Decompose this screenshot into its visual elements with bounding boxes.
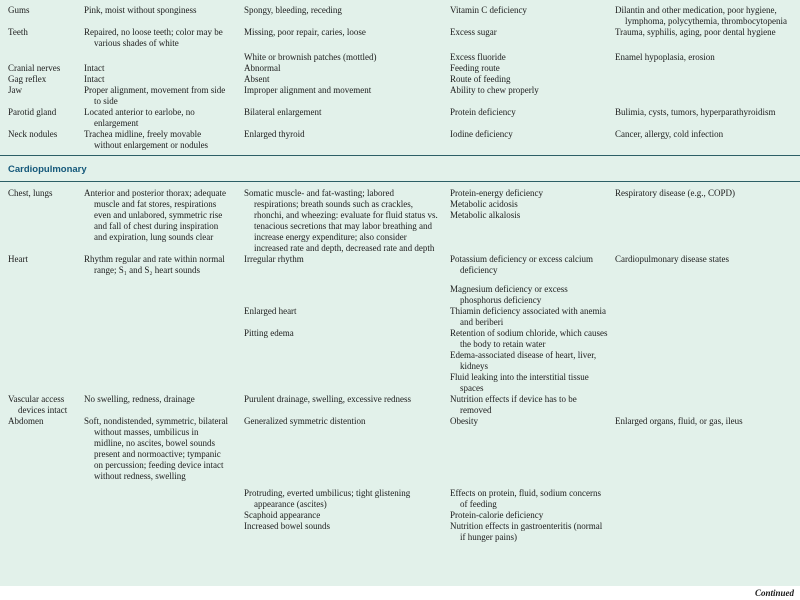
cell-text: Protruding, everted umbilicus; tight glistening appearance (ascites) <box>244 488 411 509</box>
cell-text: Increased bowel sounds <box>244 521 330 531</box>
cell-text: Enlarged thyroid <box>244 129 305 139</box>
table-cell <box>0 254 84 265</box>
table-row <box>0 488 800 510</box>
table-cell <box>84 74 244 85</box>
table-row <box>0 129 800 151</box>
table-cell <box>84 85 244 107</box>
table-cell <box>0 74 84 85</box>
table-row <box>0 284 800 306</box>
table-row <box>0 74 800 85</box>
cell-text: Repaired, no loose teeth; color may be various shades of white <box>84 27 223 48</box>
table-row <box>0 107 800 129</box>
table-row <box>0 372 800 394</box>
cell-text: Excess fluoride <box>450 52 506 62</box>
cell-text: Enlarged heart <box>244 306 297 316</box>
table-cell <box>450 328 615 350</box>
table-cell <box>450 306 615 328</box>
cell-text: Vascular access devices intact <box>8 394 68 415</box>
table-row <box>0 350 800 372</box>
table-cell <box>450 488 615 510</box>
cell-text: Obesity <box>450 416 478 426</box>
table-cell <box>615 188 800 199</box>
cell-text: Metabolic acidosis <box>450 199 518 209</box>
table-cell <box>450 416 615 427</box>
table-cell <box>615 52 800 63</box>
table-cell <box>84 394 244 405</box>
table-row <box>0 328 800 350</box>
table-cell <box>244 254 450 265</box>
cell-text: Jaw <box>8 85 22 95</box>
table-cell <box>244 5 450 16</box>
cell-text: Purulent drainage, swelling, excessive redness <box>244 394 411 404</box>
cell-text: Enamel hypoplasia, erosion <box>615 52 715 62</box>
cell-text: White or brownish patches (mottled) <box>244 52 377 62</box>
table-cell <box>450 284 615 306</box>
cell-text: Absent <box>244 74 270 84</box>
table-cell <box>450 372 615 394</box>
table-cell <box>0 5 84 16</box>
cell-text: Located anterior to earlobe, no enlargement <box>84 107 195 128</box>
table-cell <box>0 188 84 199</box>
cell-text: Abnormal <box>244 63 281 73</box>
table-cell <box>450 107 615 118</box>
table-cell <box>615 27 800 38</box>
cell-text: Iodine deficiency <box>450 129 513 139</box>
cell-text: Anterior and posterior thorax; adequate muscle and fat stores, respirations even and unlabored, symmetric rise and fall of chest during inspiration and expiration, lung sounds clear <box>84 188 226 242</box>
cell-text: Gag reflex <box>8 74 47 84</box>
table-cell <box>244 394 450 405</box>
table-cell <box>244 52 450 63</box>
cell-text: Fluid leaking into the interstitial tissue spaces <box>450 372 589 393</box>
table-cell <box>0 416 84 427</box>
table-cell <box>244 306 450 317</box>
cell-text: Protein-calorie deficiency <box>450 510 544 520</box>
cell-text: Enlarged organs, fluid, or gas, ileus <box>615 416 743 426</box>
cell-text: Cardiopulmonary disease states <box>615 254 729 264</box>
table-row <box>0 52 800 63</box>
table-cell <box>0 394 84 416</box>
cell-text: Excess sugar <box>450 27 497 37</box>
section-header-label: Cardiopulmonary <box>8 164 87 175</box>
table-cell <box>244 521 450 532</box>
table-cell <box>244 416 450 427</box>
table-cell <box>450 74 615 85</box>
table-cell <box>0 129 84 140</box>
cell-text: Feeding route <box>450 63 500 73</box>
table-cell <box>244 188 450 254</box>
table-row <box>0 63 800 74</box>
table-cell <box>450 63 615 74</box>
table-cell <box>615 254 800 265</box>
cell-text: Ability to chew properly <box>450 85 539 95</box>
table-row <box>0 306 800 328</box>
table-cell <box>450 510 615 521</box>
cell-text: Nutrition effects if device has to be removed <box>450 394 577 415</box>
cell-text: Bilateral enlargement <box>244 107 322 117</box>
table-cell <box>450 394 615 416</box>
table-cell <box>84 63 244 74</box>
cell-text: Vitamin C deficiency <box>450 5 527 15</box>
continued-marker: Continued <box>754 588 794 598</box>
table-row <box>0 85 800 107</box>
table-row <box>0 254 800 276</box>
cell-text: Intact <box>84 74 105 84</box>
cell-text: Metabolic alkalosis <box>450 210 521 220</box>
table-cell <box>244 74 450 85</box>
table-cell <box>615 416 800 427</box>
table-cell <box>615 129 800 140</box>
table-cell <box>84 27 244 49</box>
cell-text: Spongy, bleeding, receding <box>244 5 342 15</box>
cell-text: Heart <box>8 254 28 264</box>
cell-text: Nutrition effects in gastroenteritis (normal if hunger pains) <box>450 521 603 542</box>
cell-text: Abdomen <box>8 416 44 426</box>
cell-text: Teeth <box>8 27 28 37</box>
table-cell <box>244 27 450 38</box>
table-cell <box>244 129 450 140</box>
cell-text: Gums <box>8 5 30 15</box>
cell-text: Chest, lungs <box>8 188 53 198</box>
cell-text: Neck nodules <box>8 129 58 139</box>
cell-text: Protein-energy deficiency <box>450 188 544 198</box>
table-cell <box>615 5 800 27</box>
cell-text: Somatic muscle- and fat-wasting; labored respirations; breath sounds such as crackles, rhonchi, and wheezing: evaluate for fluid status vs. tenacious secretions that may labor breathing and increase energy expenditure; also consider increased rate and depth, decreased rate and depth <box>244 188 438 253</box>
table-cell <box>244 107 450 118</box>
table-row <box>0 521 800 543</box>
cell-text: Dilantin and other medication, poor hygiene, lymphoma, polycythemia, thrombocytopenia <box>615 5 787 26</box>
table-footer <box>0 586 800 600</box>
cell-text: Protein deficiency <box>450 107 516 117</box>
table-row <box>0 394 800 416</box>
table-row <box>0 416 800 482</box>
table-cell <box>0 107 84 118</box>
table-cell <box>244 510 450 521</box>
table-cell <box>450 85 615 96</box>
cell-text: Pink, moist without sponginess <box>84 5 197 15</box>
table-cell <box>244 328 450 339</box>
table-cell <box>84 254 244 276</box>
table-cell <box>84 416 244 482</box>
table-cell <box>450 27 615 38</box>
table-cell <box>84 129 244 151</box>
table-row <box>0 5 800 27</box>
cell-text: Potassium deficiency or excess calcium deficiency <box>450 254 593 275</box>
table-cell <box>450 521 615 543</box>
table-cell <box>244 488 450 510</box>
cell-text: Trauma, syphilis, aging, poor dental hygiene <box>615 27 776 37</box>
table-cell <box>615 107 800 118</box>
cell-text: Trachea midline, freely movable without enlargement or nodules <box>84 129 209 150</box>
table-cell <box>450 5 615 16</box>
table-cell <box>450 129 615 140</box>
table-row <box>0 27 800 49</box>
cell-text: Scaphoid appearance <box>244 510 321 520</box>
table-cell <box>0 63 84 74</box>
table-row <box>0 510 800 521</box>
table-cell <box>450 188 615 221</box>
cell-text: Magnesium deficiency or excess phosphorus deficiency <box>450 284 568 305</box>
table-cell <box>84 107 244 129</box>
table-row <box>0 188 800 254</box>
cell-text: Soft, nondistended, symmetric, bilateral without masses, umbilicus in midline, no ascites, bowel sounds present and normoactive; tympanic on percussion; feeding device intact without redness, swelling <box>84 416 228 481</box>
cell-text: Rhythm regular and rate within normal range; S₁ and S₂ heart sounds <box>84 254 225 275</box>
table-cell <box>84 5 244 16</box>
cell-text: Proper alignment, movement from side to side <box>84 85 226 106</box>
table-cell <box>450 52 615 63</box>
cell-text: Generalized symmetric distention <box>244 416 366 426</box>
cell-text: Irregular rhythm <box>244 254 304 264</box>
cell-text: Pitting edema <box>244 328 294 338</box>
cell-text: Parotid gland <box>8 107 57 117</box>
table-cell <box>244 85 450 96</box>
table-cell <box>450 350 615 372</box>
cell-text: Cranial nerves <box>8 63 61 73</box>
section-header-row <box>0 155 800 182</box>
cell-text: Retention of sodium chloride, which causes the body to retain water <box>450 328 608 349</box>
cell-text: Effects on protein, fluid, sodium concerns of feeding <box>450 488 602 509</box>
cell-text: Bulimia, cysts, tumors, hyperparathyroidism <box>615 107 776 117</box>
cell-text: Route of feeding <box>450 74 511 84</box>
table-cell <box>0 85 84 96</box>
table-cell <box>244 63 450 74</box>
cell-text: Improper alignment and movement <box>244 85 372 95</box>
cell-text: No swelling, redness, drainage <box>84 394 195 404</box>
cell-text: Thiamin deficiency associated with anemia and beriberi <box>450 306 606 327</box>
table-cell <box>84 188 244 243</box>
table-cell <box>0 27 84 38</box>
cell-text: Respiratory disease (e.g., COPD) <box>615 188 735 198</box>
cell-text: Missing, poor repair, caries, loose <box>244 27 366 37</box>
cell-text: Intact <box>84 63 105 73</box>
table-cell <box>450 254 615 276</box>
cell-text: Edema-associated disease of heart, liver, kidneys <box>450 350 597 371</box>
cell-text: Cancer, allergy, cold infection <box>615 129 724 139</box>
